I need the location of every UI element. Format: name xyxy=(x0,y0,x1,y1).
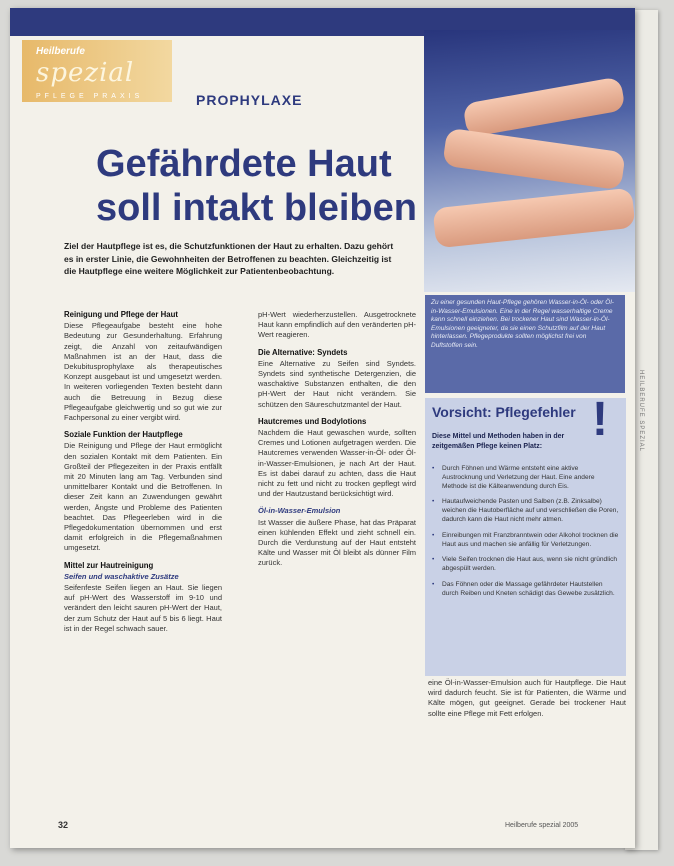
subheading: Soziale Funktion der Hautpflege xyxy=(64,430,183,440)
section-heading: PROPHYLAXE xyxy=(196,92,303,108)
paragraph: Eine Alternative zu Seifen sind Syndets. Syndets sind synthetische Detergenzien, die waschaktive Substanzen enthalten, die den pH-Wert der Haut nicht verändern. Sie schützen den Säureschutzmantel der Haut. xyxy=(258,358,416,409)
warning-box-list xyxy=(432,465,620,606)
subheading: Mittel zur Hautreinigung xyxy=(64,560,154,570)
subheading: Die Alternative: Syndets xyxy=(258,347,348,357)
list-item: • Einreibungen mit Franzbranntwein oder Alkohol trocknen die Haut aus und machen sie anfällig für Verletzungen. xyxy=(432,532,620,550)
list-item: • Das Föhnen oder die Massage gefährdeter Hautstellen durch Reiben und Kneten schädigt das Gewebe zusätzlich. xyxy=(432,581,620,599)
warning-box-lead: Diese Mittel und Methoden haben in der zeitgemäßen Pflege keinen Platz: xyxy=(432,433,565,450)
text-column-3: eine Öl-in-Wasser-Emulsion auch für Hautpflege. Die Haut wird dadurch feucht. Sie ist für Patienten, die Wärme und Kälte mögen, gut geeignet. Gerade bei trockener Haut sollte eine Pflege mit Fett erfolgen. xyxy=(428,678,626,718)
brand-label: Heilberufe xyxy=(36,46,85,57)
paragraph: Nachdem die Haut gewaschen wurde, sollten Cremes und Lotionen aufgetragen werden. Die Hautcremes verwenden Wasser-in-Öl- oder Öl-in-Wasser-Emulsionen, je nach Art der Haut. Es ist dabei darauf zu achten, dass die Haut nicht zu fett und nicht zu trocken gepflegt wird und der Hautzustand berücksichtigt wird. xyxy=(258,428,416,499)
photo-caption: Zu einer gesunden Haut-Pflege gehören Wasser-in-Öl- oder Öl-in-Wasser-Emulsionen. Eine in der Regel wasserhaltige Creme kann schnell einziehen. Bei trockener Haut sind Wasser-in-Öl-Emulsionen geeigneter, da sie einen Schutzfilm auf der Haut hinterlassen. Pflegeprodukte sollten möglichst frei von Duftstoffen sein. xyxy=(425,295,625,393)
hand-shape xyxy=(432,188,635,249)
paragraph: Ist Wasser die äußere Phase, hat das Präparat einen kühlenden Effekt und zieht schnell ein. Durch die Verdunstung auf der Haut entsteht Kälte und Wasser mit Öl bleibt als dünner Film zurück. xyxy=(258,517,416,568)
paragraph: pH-Wert wiederherzustellen. Ausgetrocknete Haut kann empfindlich auf den veränderten pH-Wert reagieren. xyxy=(258,310,416,340)
hand-shape xyxy=(462,76,625,137)
subheading: Hautcremes und Bodylotions xyxy=(258,416,367,426)
article-intro: Ziel der Hautpflege ist es, die Schutzfunktionen der Haut zu erhalten. Dazu gehört es in erster Linie, die Gewohnheiten der Betroffenen zu beachten. Gleichzeitig ist die Hautpflege eine weitere Möglichkeit zur Patientenbeobachtung. xyxy=(64,241,394,276)
hands-photo xyxy=(424,30,635,292)
page-number: 32 xyxy=(58,820,69,830)
hand-shape xyxy=(442,128,626,191)
warning-box-title: Vorsicht: Pflegefehler xyxy=(432,404,576,420)
footer-source: Heilberufe spezial 2005 xyxy=(505,822,579,829)
tab-subtitle: PFLEGE PRAXIS xyxy=(36,93,144,100)
exclamation-icon: ! xyxy=(592,393,608,446)
text-column-2 xyxy=(258,310,416,576)
sub-subheading: Seifen und waschaktive Zusätze xyxy=(64,571,179,581)
paragraph: Die Reinigung und Pflege der Haut ermöglicht den sozialen Kontakt mit dem Patienten. Ein Großteil der Pflegezeiten in der Praxis entfällt mit 20 Minuten lang am Tag. Verbunden sind unmittelbarer Kontakt und die Betroffenen. In dieser Zeit kann an Zuwendungen gewährt werden, Ängste und Probleme des Patienten beachtet. Das Pflegeerleben wird in die Pflegedokumentation übernommen und erst damit erfolgreich in die Pflegemaßnahmen umgesetzt. xyxy=(64,441,222,553)
list-item: • Viele Seifen trocknen die Haut aus, wenn sie nicht gründlich abgespült werden. xyxy=(432,556,620,574)
article-title: Gefährdete Haut soll intakt bleiben xyxy=(96,143,417,229)
paragraph: Seifenfeste Seifen liegen an Haut. Sie liegen auf pH-Wert des Wasserstoff im 9-10 und verändert den leicht sauren pH-Wert der Haut, der zum Schutz der Haut auf 5 bis 6 liegt. Haut ist in der Regel schwach sauer. xyxy=(64,583,222,633)
list-item: • Hautaufweichende Pasten und Salben (z.B. Zinksalbe) weichen die Hautoberfläche auf und verschließen die Poren, dadurch kann die Haut nicht mehr atmen. xyxy=(432,498,620,524)
facing-page-spine-text: HEILBERUFE SPEZIAL xyxy=(638,370,644,453)
spezial-label: spezial xyxy=(36,58,135,88)
text-column-1 xyxy=(64,310,222,641)
subheading: Reinigung und Pflege der Haut xyxy=(64,310,178,319)
paragraph: Diese Pflegeaufgabe besteht eine hohe Bedeutung zur Gesunderhaltung. Erfahrung zeigt, die Anzahl von zeitaufwändigen Maßnahmen ist an der Haut, dass die Dekubitusprophylaxe als therapeutisches Konzept ausgebaut ist und umgesetzt werden. In weiteren vorliegenden Texten besteht dann auch die Betreuung in Bezug diese Pflegeaufgabe gleichwertig und so gut wie zur Fachpersonal zu einer vergibt wird. xyxy=(64,321,222,423)
sub-subheading: Öl-in-Wasser-Emulsion xyxy=(258,506,341,516)
list-item: • Durch Föhnen und Wärme entsteht eine aktive Austrocknung und Verletzung der Haut. Eine andere Methode ist die Kälteanwendung durch Eis. xyxy=(432,465,620,491)
